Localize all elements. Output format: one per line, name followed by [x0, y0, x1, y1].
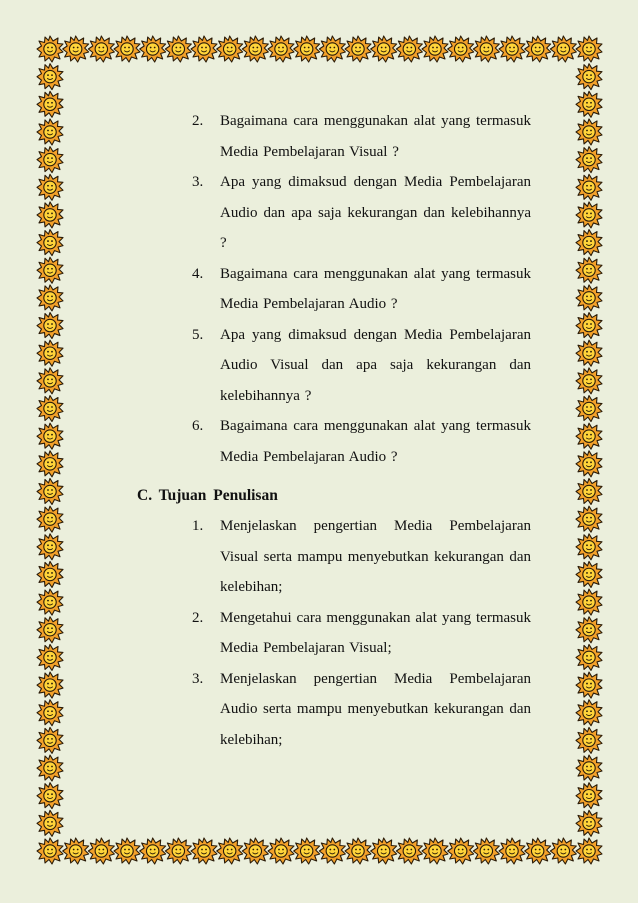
list-item-text: Apa yang dimaksud dengan Media Pembelajaran Audio dan apa saja kekurangan dan kelebihannya ? [220, 174, 531, 251]
list-item-number: 2. [192, 113, 204, 129]
list-item [192, 411, 531, 472]
list-item [192, 259, 531, 320]
list-item-text: Mengetahui cara menggunakan alat yang termasuk Media Pembelajaran Visual; [220, 609, 531, 656]
list-item [192, 603, 531, 664]
list-item-number: 1. [192, 518, 204, 534]
question-list [192, 106, 531, 472]
list-item-number: 2. [192, 609, 204, 626]
list-item-number: 4. [192, 265, 204, 282]
list-item-text: Menjelaskan pengertian Media Pembelajaran Audio serta mampu menyebutkan kekurangan dan kelebihan; [220, 670, 531, 748]
section-heading: C. Tujuan Penulisan [137, 487, 278, 504]
list-item [192, 106, 531, 167]
list-item [192, 664, 531, 756]
list-item-number: 6. [192, 418, 204, 434]
list-item-text: Apa yang dimaksud dengan Media Pembelajaran Audio Visual dan apa saja kekurangan dan kelebihannya ? [220, 326, 531, 404]
list-item-text: Bagaimana cara menggunakan alat yang termasuk Media Pembelajaran Audio ? [220, 265, 531, 312]
objective-list [192, 511, 531, 755]
list-item [192, 511, 531, 603]
list-item-text: Menjelaskan pengertian Media Pembelajaran Visual serta mampu menyebutkan kekurangan dan kelebihan; [220, 518, 531, 595]
list-item-text: Bagaimana cara menggunakan alat yang termasuk Media Pembelajaran Visual ? [220, 113, 531, 160]
list-item-number: 5. [192, 326, 204, 343]
list-item-number: 3. [192, 174, 204, 190]
list-item-number: 3. [192, 670, 204, 687]
list-item-text: Bagaimana cara menggunakan alat yang termasuk Media Pembelajaran Audio ? [220, 418, 531, 465]
list-item [192, 167, 531, 259]
list-item [192, 320, 531, 412]
